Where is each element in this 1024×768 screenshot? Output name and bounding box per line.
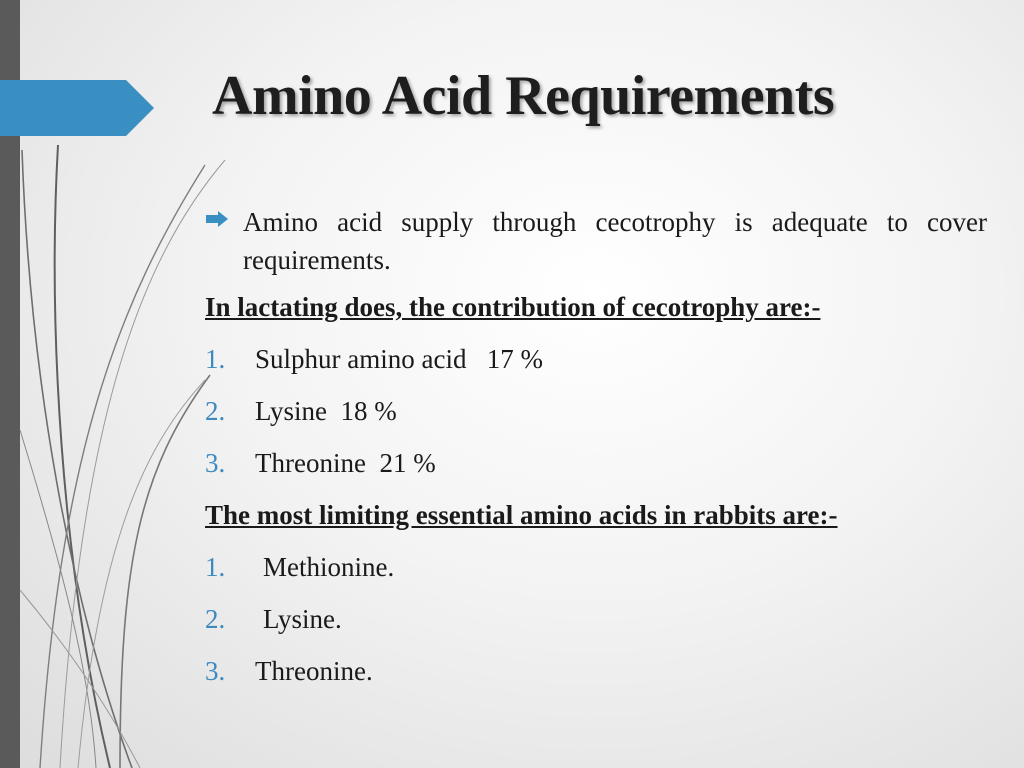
item-label: Sulphur amino acid bbox=[255, 344, 467, 374]
section2-heading: The most limiting essential amino acids in rabbits are:- bbox=[205, 500, 838, 530]
section2-item-1 bbox=[205, 552, 394, 583]
list-number: 1. bbox=[205, 344, 226, 374]
list-number: 3. bbox=[205, 656, 226, 686]
item-value: 18 % bbox=[340, 396, 397, 426]
section1-item-2 bbox=[205, 396, 397, 427]
item-label: Threonine bbox=[255, 448, 366, 478]
item-label: Lysine. bbox=[263, 604, 342, 634]
section1-item-1 bbox=[205, 344, 543, 375]
list-number: 1. bbox=[205, 552, 226, 582]
item-label: Methionine. bbox=[263, 552, 395, 582]
section1-item-3 bbox=[205, 448, 436, 479]
accent-arrow-shape bbox=[0, 80, 154, 136]
list-number: 2. bbox=[205, 396, 226, 426]
section2-item-2 bbox=[205, 604, 342, 635]
bullet-point bbox=[205, 203, 987, 279]
list-number: 3. bbox=[205, 448, 226, 478]
slide-title: Amino Acid Requirements bbox=[212, 65, 835, 127]
bullet-text: Amino acid supply through cecotrophy is adequate to cover requirements. bbox=[243, 207, 987, 275]
item-value: 17 % bbox=[486, 344, 543, 374]
section2-item-3 bbox=[205, 656, 373, 687]
arrow-bullet-icon bbox=[205, 211, 229, 227]
list-number: 2. bbox=[205, 604, 226, 634]
section1-heading: In lactating does, the contribution of cecotrophy are:- bbox=[205, 292, 821, 322]
item-label: Lysine bbox=[255, 396, 327, 426]
item-value: 21 % bbox=[379, 448, 436, 478]
item-label: Threonine. bbox=[255, 656, 373, 686]
